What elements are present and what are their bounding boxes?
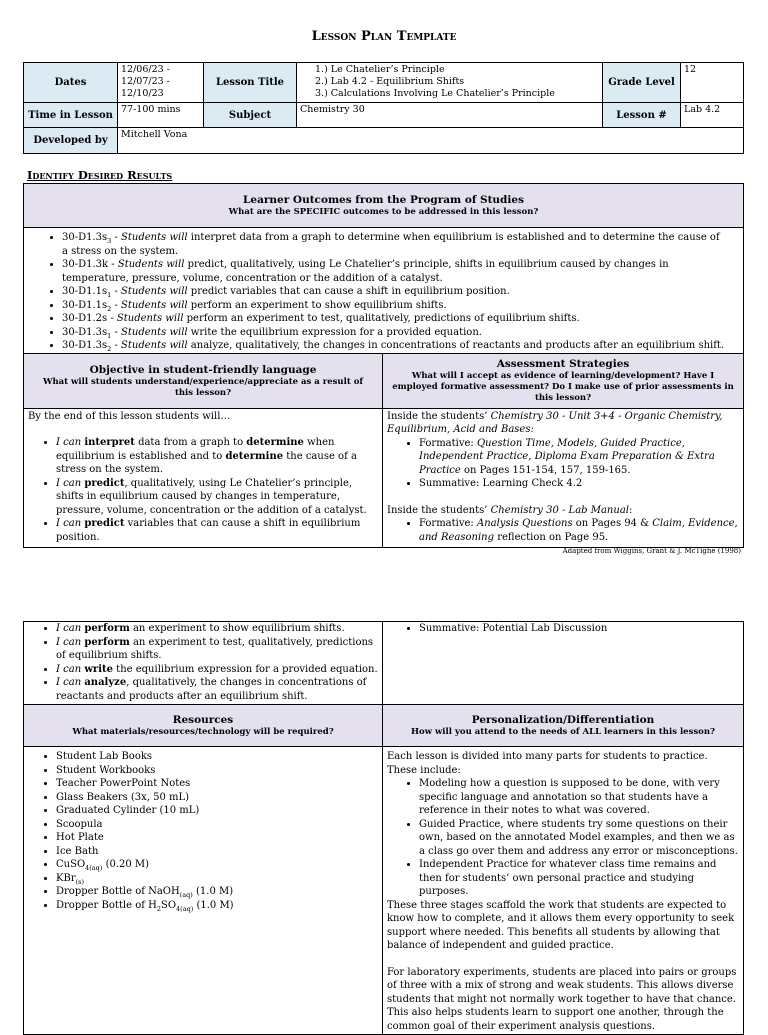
objective-item: • I can write the equilibrium expression for a provided equation. [56, 663, 378, 677]
personalization-list [387, 777, 739, 899]
assessment-intro-2: Inside the students’ Chemistry 30 - Lab Manual: [387, 504, 633, 516]
assessment-item: • Formative: Analysis Questions on Pages 94 & Claim, Evidence, and Reasoning reflection on Page 95. [419, 517, 739, 544]
date-line: 12/07/23 - [121, 76, 170, 87]
personalization-cell [383, 747, 744, 1035]
resource-item: • Student Workbooks [56, 764, 378, 778]
outcome-item: • $30-D1.3s_1$ - Students will write the equilibrium expression for a provided equation. [62, 326, 725, 340]
date-line: 12/06/23 - [121, 64, 170, 75]
assessment-header [383, 353, 744, 408]
outcome-item: • $30-D1.3s_2$ - Students will analyze, qualitatively, the changes in concentrations of reactants and products after an equilibrium shift. [62, 339, 725, 353]
outcomes-subtitle: What are the SPECIFIC outcomes to be addressed in this lesson? [228, 207, 539, 217]
outcomes-list [24, 231, 743, 353]
objective-item: • I can perform an experiment to show equilibrium shifts. [56, 622, 378, 636]
lesson-title-value [297, 63, 603, 103]
page-title: Lesson Plan Template [311, 29, 457, 44]
outcomes-header [24, 184, 744, 228]
lesson-title-line: 2.) Lab 4.2 - Equilibrium Shifts [315, 76, 465, 87]
personalization-title: Personalization/Differentiation [471, 714, 655, 726]
resource-item: • Hot Plate [56, 831, 378, 845]
grade-level-label: Grade Level [603, 63, 681, 103]
objective-item: • I can interpret data from a graph to determine when equilibrium is established and to determine the cause of a stress on the system. [56, 436, 378, 477]
developed-by-label: Developed by [24, 128, 118, 154]
assessment-list-2 [387, 517, 739, 544]
resource-item: • Scoopula [56, 818, 378, 832]
dates-value [118, 63, 204, 103]
personalization-item: • Modeling how a question is supposed to be done, with very specific language and annotation so that students have a reference in their notes to what was covered. [419, 777, 739, 818]
objective-list-continued [28, 622, 378, 703]
assessment-item: • Summative: Potential Lab Discussion [419, 622, 739, 636]
objective-item: • I can analyze, qualitatively, the changes in concentrations of reactants and products after an equilibrium shift. [56, 676, 378, 703]
resources-title: Resources [172, 714, 234, 726]
assessment-title: Assessment Strategies [496, 358, 630, 370]
objective-cell-continued [24, 622, 383, 705]
personalization-paragraph: For laboratory experiments, students are placed into pairs or groups of three with a mix of strong and weak students. This allows diverse students that might not normally work together to have that chance. This also helps students learn to support one another, through the common goal of their experiment analysis questions. [387, 966, 737, 1032]
continued-table [23, 621, 744, 1035]
lesson-title-label: Lesson Title [204, 63, 297, 103]
lesson-title-line: 1.) Le Chatelier’s Principle [315, 64, 445, 75]
outcomes-list-cell [24, 228, 744, 354]
objective-cell [24, 408, 383, 547]
objective-list [28, 436, 378, 544]
objective-subtitle: What will students understand/experience/appreciate as a result of this lesson? [42, 376, 364, 398]
resources-cell [24, 747, 383, 1035]
assessment-list-1 [387, 437, 739, 491]
resource-item: • Dropper Bottle of NaOH$_{(aq)}$ (1.0 M) [56, 885, 378, 899]
section-heading: Identify Desired Results [27, 168, 173, 182]
personalization-subtitle: How will you attend to the needs of ALL learners in this lesson? [411, 727, 715, 737]
outcome-item: • $30-D1.1s_2$ - Students will perform an experiment to show equilibrium shifts. [62, 299, 725, 313]
developed-by-value: Mitchell Vona [118, 128, 744, 154]
resource-item: • KBr$_{(s)}$ [56, 872, 378, 886]
subject-value: Chemistry 30 [297, 103, 603, 128]
date-line: 12/10/23 [121, 88, 164, 99]
lesson-title-line: 3.) Calculations Involving Le Chatelier’s Principle [315, 88, 555, 99]
assessment-subtitle: What will I accept as evidence of learning/development? Have I employed formative assessment? Do I make use of prior assessments in this lesson? [392, 371, 734, 403]
outcome-item: • $30-D1.1s_1$ - Students will predict variables that can cause a shift in equilibrium position. [62, 285, 725, 299]
assessment-item: • Formative: Question Time, Models, Guided Practice, Independent Practice, Diploma Exam Preparation & Extra Practice on Pages 151-154, 157, 159-165. [419, 437, 739, 478]
assessment-cell [383, 408, 744, 547]
resource-item: • Glass Beakers (3x, 50 mL) [56, 791, 378, 805]
lesson-info-table [23, 62, 744, 154]
personalization-paragraph: These three stages scaffold the work that students are expected to know how to complete, and it allows them every opportunity to seek support where needed. This benefits all students by allowing that balance of independent and guided practice. [387, 899, 735, 951]
grade-level-value: 12 [681, 63, 744, 103]
outcome-item: • 30-D1.3k - Students will predict, qualitatively, using Le Chatelier’s principle, shifts in equilibrium caused by changes in temperature, pressure, volume, concentration or the addition of a catalyst. [62, 258, 725, 285]
personalization-item: • Guided Practice, where students try some questions on their own, based on the annotated Model examples, and then we as a class go over them and address any error or misconceptions. [419, 818, 739, 859]
resource-item: • Student Lab Books [56, 750, 378, 764]
resource-item: • CuSO$_{4(aq)}$ (0.20 M) [56, 858, 378, 872]
time-in-lesson-value: 77-100 mins [118, 103, 204, 128]
objective-item: • I can perform an experiment to test, qualitatively, predictions of equilibrium shifts. [56, 636, 378, 663]
assessment-item: • Summative: Learning Check 4.2 [419, 477, 739, 491]
resource-item: • Ice Bath [56, 845, 378, 859]
lesson-number-label: Lesson # [603, 103, 681, 128]
subject-label: Subject [204, 103, 297, 128]
resources-list [28, 750, 378, 912]
dates-label: Dates [24, 63, 118, 103]
outcome-item: • 30-D1.2s - Students will perform an experiment to test, qualitatively, predictions of equilibrium shifts. [62, 312, 725, 326]
time-in-lesson-label: Time in Lesson [24, 103, 118, 128]
assessment-list-continued [387, 622, 739, 636]
objective-intro: By the end of this lesson students will… [28, 410, 231, 422]
assessment-cell-continued [383, 622, 744, 705]
objective-item: • I can predict, qualitatively, using Le Chatelier’s principle, shifts in equilibrium caused by changes in temperature, pressure, volume, concentration or the addition of a catalyst. [56, 477, 378, 518]
lesson-number-value: Lab 4.2 [681, 103, 744, 128]
resource-item: • Dropper Bottle of $H_2SO_{4(aq)}$ (1.0 M) [56, 899, 378, 913]
personalization-item: • Independent Practice for whatever class time remains and then for students’ own personal practice and studying purposes. [419, 858, 739, 899]
objective-item: • I can predict variables that can cause a shift in equilibrium position. [56, 517, 378, 544]
resource-item: • Teacher PowerPoint Notes [56, 777, 378, 791]
objective-header [24, 353, 383, 408]
assessment-intro-1: Inside the students’ Chemistry 30 - Unit 3+4 - Organic Chemistry, Equilibrium, Acid and Bases: [387, 410, 723, 435]
adapted-credit: Adapted from Wiggins, Grant & J. McTighe (1998) [562, 547, 741, 555]
resources-header [24, 705, 383, 747]
desired-results-table [23, 183, 744, 548]
personalization-intro: Each lesson is divided into many parts for students to practice. These include: [387, 751, 708, 776]
outcomes-title: Learner Outcomes from the Program of Studies [243, 194, 524, 206]
resources-subtitle: What materials/resources/technology will be required? [72, 727, 334, 737]
objective-title: Objective in student-friendly language [89, 363, 317, 376]
outcome-item: • $30-D1.3s_3$ - Students will interpret data from a graph to determine when equilibrium is established and to determine the cause of a stress on the system. [62, 231, 725, 258]
resource-item: • Graduated Cylinder (10 mL) [56, 804, 378, 818]
personalization-header [383, 705, 744, 747]
